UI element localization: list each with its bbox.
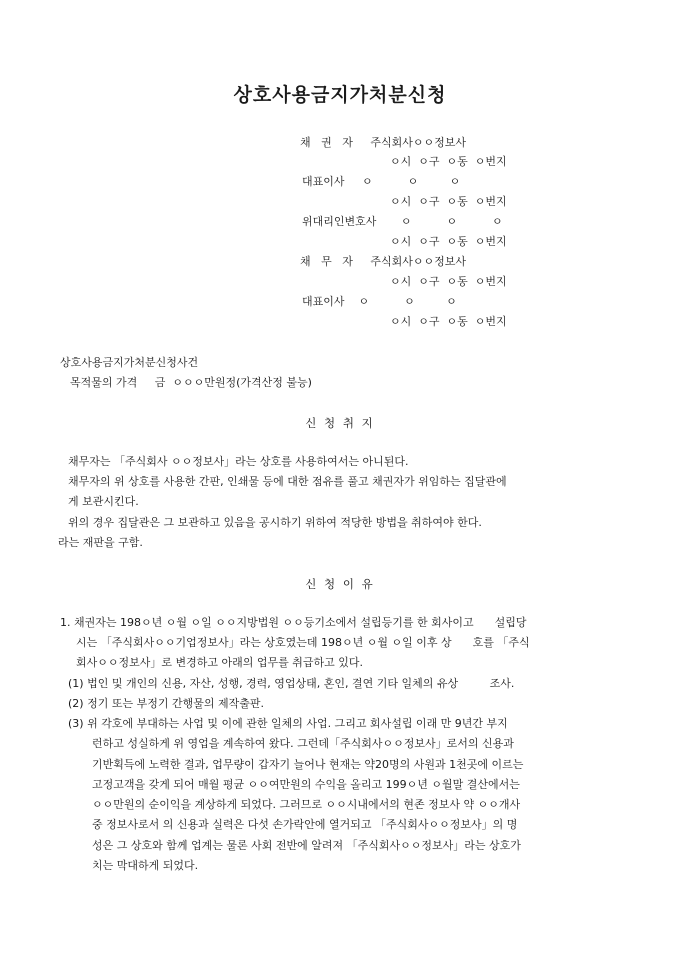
- reason-line: ㅇㅇ만원의 순이익을 계상하게 되었다. 그러므로 ㅇㅇ시내에서의 현존 정보사 약 ㅇㅇ개사: [92, 798, 521, 811]
- reason-line: 회사ㅇㅇ정보사」로 변경하고 아래의 업무를 취급하고 있다.: [76, 656, 364, 669]
- reason-line: (3) 위 각호에 부대하는 사업 및 이에 관한 일체의 사업. 그리고 회사설립 이래 만 9년간 부지: [68, 717, 508, 730]
- debtor-address: ㅇ시 ㅇ구 ㅇ동 ㅇ번지: [390, 275, 507, 288]
- reason-line: 시는 「주식회사ㅇㅇ기업정보사」라는 상호였는데 198ㅇ년 ㅇ월 ㅇ일 이후 상 호를 「주식: [76, 636, 530, 649]
- reason-line: 고정고객을 갖게 되어 매월 평균 ㅇㅇ여만원의 수익을 올리고 199ㅇ년 ㅇ월말 결산에서는: [92, 778, 520, 791]
- section-heading-reason: 신 청 이 유: [305, 577, 375, 591]
- object-value: 목적물의 가격 금 ㅇㅇㅇ만원정(가격산정 불능): [70, 376, 312, 389]
- purpose-line: 게 보관시킨다.: [68, 495, 139, 508]
- reason-line: 런하고 성실하게 위 영업을 계속하여 왔다. 그런데「주식회사ㅇㅇ정보사」로서의 신용과: [92, 737, 514, 750]
- attorney-address: ㅇ시 ㅇ구 ㅇ동 ㅇ번지: [390, 235, 507, 248]
- reason-line: 성은 그 상호와 함께 업계는 물론 사회 전반에 알려져 「주식회사ㅇㅇ정보사」라는 상호가: [92, 839, 521, 852]
- debtor-line: 채 무 자 주식회사ㅇㅇ정보사: [300, 255, 466, 268]
- purpose-line: 채무자의 위 상호를 사용한 간판, 인쇄물 등에 대한 점유를 풀고 채권자가 위임하는 집달관에: [68, 475, 507, 488]
- reason-line: 1. 채권자는 198ㅇ년 ㅇ월 ㅇ일 ㅇㅇ지방법원 ㅇㅇ등기소에서 설립등기를 한 회사이고 설립당: [60, 616, 527, 629]
- debtor-rep-address: ㅇ시 ㅇ구 ㅇ동 ㅇ번지: [390, 315, 507, 328]
- representative-address: ㅇ시 ㅇ구 ㅇ동 ㅇ번지: [390, 195, 507, 208]
- section-heading-purpose: 신 청 취 지: [305, 416, 375, 430]
- debtor-representative: 대표이사 ㅇ ㅇ ㅇ: [302, 295, 457, 308]
- reason-line: (2) 정기 또는 부정기 간행물의 제작출판.: [68, 697, 264, 710]
- creditor-address: ㅇ시 ㅇ구 ㅇ동 ㅇ번지: [390, 155, 507, 168]
- reason-line: 중 정보사로서 의 신용과 실력은 다섯 손가락안에 열거되고 「주식회사ㅇㅇ정보사」의 명: [92, 818, 518, 831]
- reason-line: (1) 법인 및 개인의 신용, 자산, 성행, 경력, 영업상태, 혼인, 결연 기타 일체의 유상 조사.: [68, 677, 515, 690]
- creditor-representative: 대표이사 ㅇ ㅇ ㅇ: [302, 175, 461, 188]
- reason-line: 치는 막대하게 되었다.: [92, 859, 199, 872]
- purpose-line: 위의 경우 집달관은 그 보관하고 있음을 공시하기 위하여 적당한 방법을 취하여야 한다.: [68, 516, 482, 529]
- reason-line: 기반획득에 노력한 결과, 업무량이 갑자기 늘어나 현재는 약20명의 사원과 1천곳에 이르는: [92, 758, 524, 771]
- case-name: 상호사용금지가처분신청사건: [60, 356, 199, 369]
- purpose-line: 채무자는 「주식회사 ㅇㅇ정보사」라는 상호를 사용하여서는 아니된다.: [68, 455, 409, 468]
- attorney-line: 위대리인변호사 ㅇ ㅇ ㅇ: [302, 215, 503, 228]
- document-title: 상호사용금지가처분신청: [233, 84, 447, 106]
- creditor-line: 채 권 자 주식회사ㅇㅇ정보사: [300, 136, 466, 149]
- purpose-line: 라는 재판을 구함.: [58, 536, 143, 549]
